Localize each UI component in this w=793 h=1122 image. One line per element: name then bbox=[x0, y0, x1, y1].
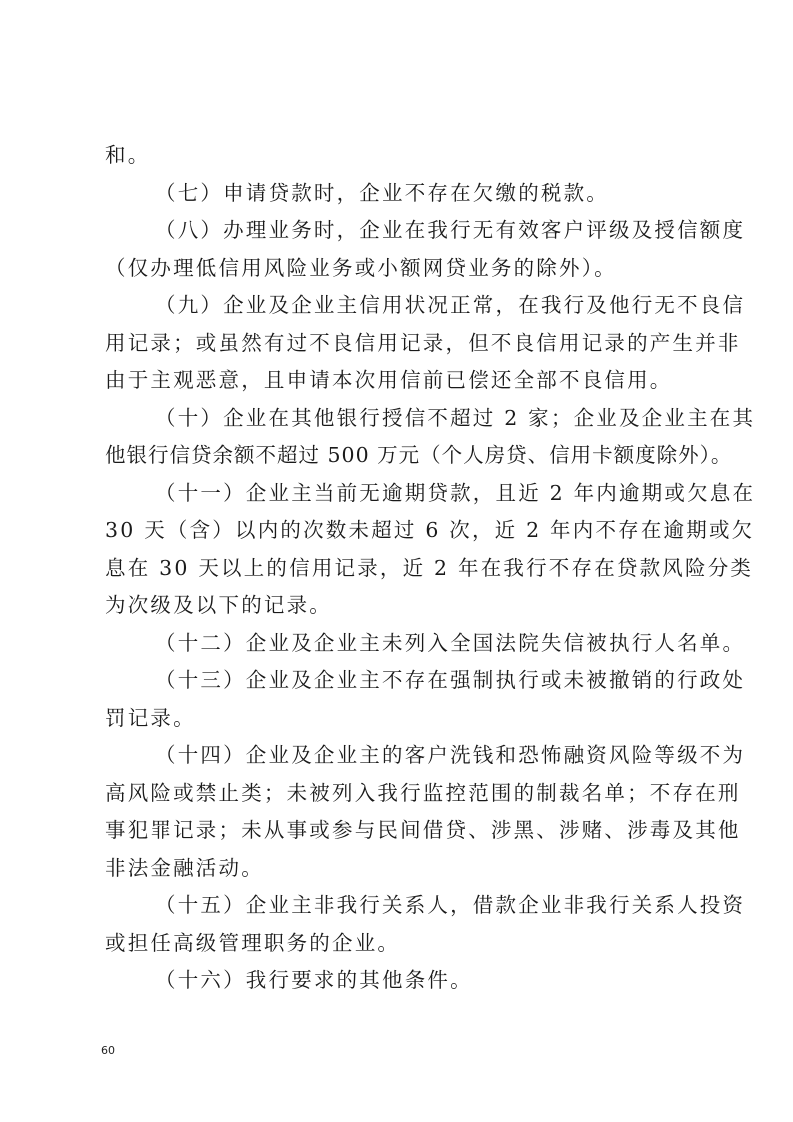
text-line: 息在 30 天以上的信用记录，近 2 年在我行不存在贷款风险分类 bbox=[105, 555, 754, 580]
text-line: 或担任高级管理职务的企业。 bbox=[105, 930, 401, 955]
text-line: 和。 bbox=[105, 143, 151, 167]
paragraph-item-7: （七）申请贷款时，企业不存在欠缴的税款。 bbox=[155, 180, 609, 205]
text-line: 非法金融活动。 bbox=[105, 855, 264, 880]
text-line: 为次级及以下的记录。 bbox=[105, 593, 332, 617]
paragraph-item-13: （十三）企业及企业主不存在强制执行或未被撤销的行政处 bbox=[155, 668, 746, 692]
text-line: 罚记录。 bbox=[105, 705, 196, 730]
text-line: 他银行信贷余额不超过 500 万元（个人房贷、信用卡额度除外）。 bbox=[105, 443, 733, 467]
paragraph-item-15: （十五）企业主非我行关系人，借款企业非我行关系人投资 bbox=[155, 893, 746, 917]
page-number: 60 bbox=[101, 1044, 115, 1057]
paragraph-item-9: （九）企业及企业主信用状况正常，在我行及他行无不良信 bbox=[155, 293, 746, 317]
document-body bbox=[105, 137, 756, 1000]
paragraph-item-14: （十四）企业及企业主的客户洗钱和恐怖融资风险等级不为 bbox=[155, 743, 746, 767]
text-line: （仅办理低信用风险业务或小额网贷业务的除外）。 bbox=[105, 255, 617, 280]
text-line: 30 天（含）以内的次数未超过 6 次，近 2 年内不存在逾期或欠 bbox=[105, 518, 755, 542]
paragraph-item-10: （十）企业在其他银行授信不超过 2 家；企业及企业主在其 bbox=[155, 405, 756, 430]
paragraph-item-8: （八）办理业务时，企业在我行无有效客户评级及授信额度 bbox=[155, 218, 746, 242]
text-line: 事犯罪记录；未从事或参与民间借贷、涉黑、涉赌、涉毒及其他 bbox=[105, 818, 741, 842]
paragraph-item-12: （十二）企业及企业主未列入全国法院失信被执行人名单。 bbox=[155, 630, 746, 655]
text-line: 高风险或禁止类；未被列入我行监控范围的制裁名单；不存在刑 bbox=[105, 780, 741, 805]
paragraph-item-11: （十一）企业主当前无逾期贷款，且近 2 年内逾期或欠息在 bbox=[155, 480, 756, 505]
paragraph-item-16: （十六）我行要求的其他条件。 bbox=[155, 968, 473, 992]
text-line: 由于主观恶意，且申请本次用信前已偿还全部不良信用。 bbox=[105, 368, 673, 392]
text-line: 用记录；或虽然有过不良信用记录，但不良信用记录的产生并非 bbox=[105, 330, 741, 355]
